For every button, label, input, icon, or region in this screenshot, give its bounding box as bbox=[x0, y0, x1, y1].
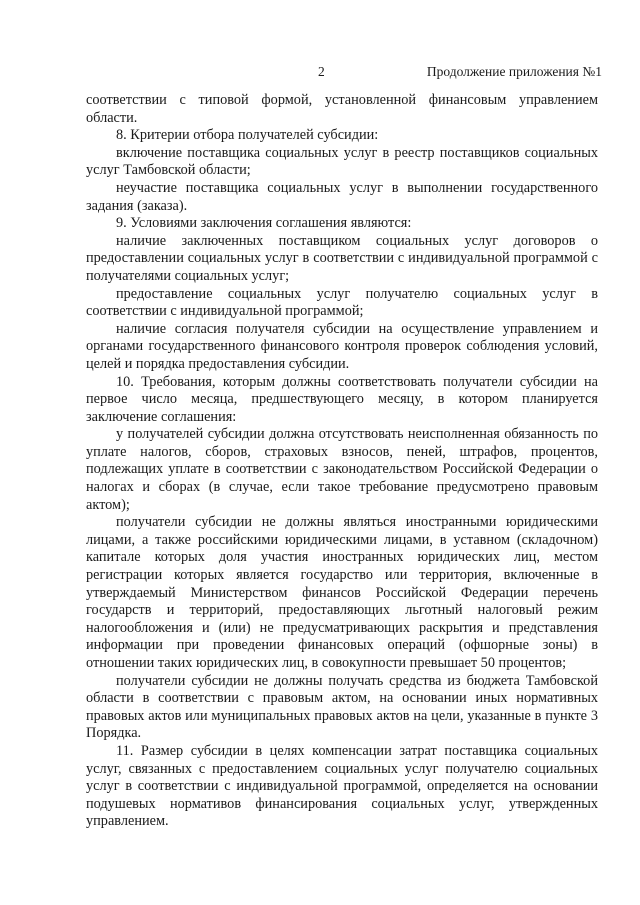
paragraph-condition-contracts: наличие заключенных поставщиком социальных услуг договоров о предоставлении социальных услуг в соответствии с индивидуальной программой с получателями социальных услуг; bbox=[86, 232, 598, 284]
paragraph-criterion-registry: включение поставщика социальных услуг в реестр поставщиков социальных услуг Тамбовской области; bbox=[86, 144, 598, 179]
paragraph-item-10-heading: 10. Требования, которым должны соответствовать получатели субсидии на первое число месяца, предшествующего месяцу, в котором планируется заключение соглашения: bbox=[86, 373, 598, 425]
paragraph-item-11: 11. Размер субсидии в целях компенсации затрат поставщика социальных услуг, связанных с предоставлением социальных услуг получателю социальных услуг в соответствии с индивидуальной программой, определяется на основании подушевых нормативов финансирования социальных услуг, утвержденных управлением. bbox=[86, 742, 598, 830]
appendix-continuation-label: Продолжение приложения №1 bbox=[426, 64, 602, 79]
paragraph-condition-consent: наличие согласия получателя субсидии на осуществление управлением и органами государственного финансового контроля проверок соблюдения условий, целей и порядка предоставления субсидии. bbox=[86, 320, 598, 372]
document-body bbox=[86, 92, 598, 831]
paragraph-criterion-no-state-task: неучастие поставщика социальных услуг в выполнении государственного задания (заказа). bbox=[86, 179, 598, 214]
page-number: 2 bbox=[318, 64, 325, 79]
paragraph-continuation: соответствии с типовой формой, установленной финансовым управлением области. bbox=[86, 92, 598, 126]
paragraph-condition-services: предоставление социальных услуг получателю социальных услуг в соответствии с индивидуальной программой; bbox=[86, 285, 598, 320]
paragraph-item-8-heading: 8. Критерии отбора получателей субсидии: bbox=[116, 127, 379, 144]
paragraph-requirement-no-other-funds: получатели субсидии не должны получать средства из бюджета Тамбовской области в соответствии с правовым актом, на основании иных нормативных правовых актов или муниципальных правовых актов на цели, указанные в пункте 3 Порядка. bbox=[86, 672, 598, 742]
paragraph-item-9-heading: 9. Условиями заключения соглашения являются: bbox=[116, 215, 412, 232]
paragraph-requirement-not-foreign: получатели субсидии не должны являться иностранными юридическими лицами, а также российскими юридическими лицами, в уставном (складочном) капитале которых доля участия иностранных юридических лиц, местом регистрации которых является государство или территория, включенные в утверждаемый Министерством финансов Российской Федерации перечень государств и территорий, предоставляющих льготный налоговый режим налогообложения и (или) не предусматривающих раскрытия и представления информации при проведении финансовых операций (офшорные зоны) в отношении таких юридических лиц, в совокупности превышает 50 процентов; bbox=[86, 514, 598, 671]
page-header bbox=[0, 64, 640, 84]
paragraph-requirement-no-debts: у получателей субсидии должна отсутствовать неисполненная обязанность по уплате налогов, сборов, страховых взносов, пеней, штрафов, процентов, подлежащих уплате в соответствии с законодательством Российской Федерации о налогах и сборах (в случае, если такое требование предусмотрено правовым актом); bbox=[86, 426, 598, 513]
